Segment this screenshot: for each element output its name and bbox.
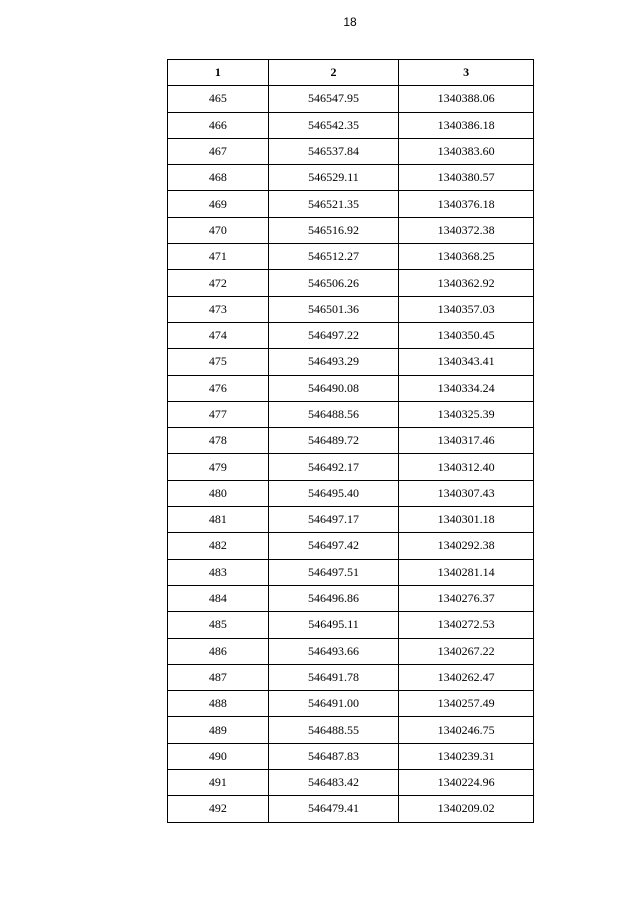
- coordinate-y-cell: 1340343.41: [399, 349, 534, 375]
- table-row: [168, 296, 534, 322]
- point-number-cell: 471: [168, 244, 269, 270]
- coordinate-y-cell: 1340262.47: [399, 664, 534, 690]
- table-row: [168, 217, 534, 243]
- coordinate-y-cell: 1340372.38: [399, 217, 534, 243]
- point-number-cell: 475: [168, 349, 269, 375]
- point-number-cell: 467: [168, 138, 269, 164]
- coordinate-y-cell: 1340272.53: [399, 612, 534, 638]
- table-row: [168, 270, 534, 296]
- table-row: [168, 533, 534, 559]
- coordinate-y-cell: 1340246.75: [399, 717, 534, 743]
- point-number-cell: 489: [168, 717, 269, 743]
- coordinate-y-cell: 1340388.06: [399, 86, 534, 112]
- table-row: [168, 112, 534, 138]
- point-number-cell: 481: [168, 507, 269, 533]
- coordinate-x-cell: 546489.72: [268, 428, 399, 454]
- point-number-cell: 472: [168, 270, 269, 296]
- point-number-cell: 477: [168, 401, 269, 427]
- table-row: [168, 428, 534, 454]
- coordinate-x-cell: 546547.95: [268, 86, 399, 112]
- table-row: [168, 401, 534, 427]
- point-number-cell: 485: [168, 612, 269, 638]
- table-row: [168, 612, 534, 638]
- coordinate-x-cell: 546491.78: [268, 664, 399, 690]
- table-row: [168, 717, 534, 743]
- point-number-cell: 468: [168, 165, 269, 191]
- point-number-cell: 487: [168, 664, 269, 690]
- coordinate-y-cell: 1340386.18: [399, 112, 534, 138]
- table-row: [168, 664, 534, 690]
- point-number-cell: 473: [168, 296, 269, 322]
- point-number-cell: 482: [168, 533, 269, 559]
- table-row: [168, 480, 534, 506]
- coordinate-x-cell: 546479.41: [268, 796, 399, 822]
- coordinate-y-cell: 1340325.39: [399, 401, 534, 427]
- point-number-cell: 483: [168, 559, 269, 585]
- table-row: [168, 191, 534, 217]
- coordinate-x-cell: 546501.36: [268, 296, 399, 322]
- coordinate-x-cell: 546495.40: [268, 480, 399, 506]
- coordinate-x-cell: 546506.26: [268, 270, 399, 296]
- coordinate-x-cell: 546493.66: [268, 638, 399, 664]
- point-number-cell: 488: [168, 691, 269, 717]
- coordinate-y-cell: 1340362.92: [399, 270, 534, 296]
- coordinate-x-cell: 546496.86: [268, 585, 399, 611]
- coordinate-x-cell: 546497.51: [268, 559, 399, 585]
- coordinate-x-cell: 546493.29: [268, 349, 399, 375]
- coordinate-x-cell: 546487.83: [268, 743, 399, 769]
- coordinate-x-cell: 546542.35: [268, 112, 399, 138]
- table-row: [168, 138, 534, 164]
- table-row: [168, 375, 534, 401]
- coordinate-y-cell: 1340380.57: [399, 165, 534, 191]
- table-row: [168, 743, 534, 769]
- table-row: [168, 244, 534, 270]
- coordinate-y-cell: 1340376.18: [399, 191, 534, 217]
- point-number-cell: 466: [168, 112, 269, 138]
- table-row: [168, 86, 534, 112]
- coordinate-x-cell: 546491.00: [268, 691, 399, 717]
- coordinate-y-cell: 1340307.43: [399, 480, 534, 506]
- table-row: [168, 559, 534, 585]
- table-row: [168, 165, 534, 191]
- table-row: [168, 507, 534, 533]
- coordinate-y-cell: 1340368.25: [399, 244, 534, 270]
- coordinate-y-cell: 1340312.40: [399, 454, 534, 480]
- point-number-cell: 479: [168, 454, 269, 480]
- table-body: [168, 86, 534, 822]
- coordinate-y-cell: 1340357.03: [399, 296, 534, 322]
- table-row: [168, 770, 534, 796]
- point-number-cell: 484: [168, 585, 269, 611]
- point-number-cell: 474: [168, 322, 269, 348]
- coordinate-y-cell: 1340317.46: [399, 428, 534, 454]
- point-number-cell: 480: [168, 480, 269, 506]
- table-header-row: [168, 60, 534, 86]
- point-number-cell: 490: [168, 743, 269, 769]
- coordinate-y-cell: 1340276.37: [399, 585, 534, 611]
- coordinate-x-cell: 546495.11: [268, 612, 399, 638]
- coordinate-x-cell: 546497.22: [268, 322, 399, 348]
- coordinate-y-cell: 1340334.24: [399, 375, 534, 401]
- table-row: [168, 322, 534, 348]
- coordinate-y-cell: 1340350.45: [399, 322, 534, 348]
- point-number-cell: 492: [168, 796, 269, 822]
- coordinate-x-cell: 546490.08: [268, 375, 399, 401]
- coordinate-x-cell: 546497.42: [268, 533, 399, 559]
- point-number-cell: 478: [168, 428, 269, 454]
- coordinate-x-cell: 546483.42: [268, 770, 399, 796]
- point-number-cell: 486: [168, 638, 269, 664]
- coordinate-y-cell: 1340257.49: [399, 691, 534, 717]
- coordinate-y-cell: 1340239.31: [399, 743, 534, 769]
- table-row: [168, 691, 534, 717]
- page-number: 18: [343, 15, 357, 29]
- coordinate-x-cell: 546512.27: [268, 244, 399, 270]
- point-number-cell: 470: [168, 217, 269, 243]
- coordinate-y-cell: 1340281.14: [399, 559, 534, 585]
- table-row: [168, 349, 534, 375]
- coordinate-x-cell: 546492.17: [268, 454, 399, 480]
- coordinate-x-cell: 546488.55: [268, 717, 399, 743]
- table-row: [168, 796, 534, 822]
- point-number-cell: 469: [168, 191, 269, 217]
- column-header: 2: [268, 60, 399, 86]
- column-header: 1: [168, 60, 269, 86]
- table-row: [168, 638, 534, 664]
- point-number-cell: 476: [168, 375, 269, 401]
- point-number-cell: 491: [168, 770, 269, 796]
- coordinate-y-cell: 1340301.18: [399, 507, 534, 533]
- coordinate-y-cell: 1340224.96: [399, 770, 534, 796]
- coordinate-x-cell: 546516.92: [268, 217, 399, 243]
- column-header: 3: [399, 60, 534, 86]
- coordinate-x-cell: 546529.11: [268, 165, 399, 191]
- coordinate-y-cell: 1340292.38: [399, 533, 534, 559]
- table-row: [168, 454, 534, 480]
- coordinate-y-cell: 1340267.22: [399, 638, 534, 664]
- table-row: [168, 585, 534, 611]
- coordinate-y-cell: 1340383.60: [399, 138, 534, 164]
- coordinate-x-cell: 546521.35: [268, 191, 399, 217]
- coordinate-y-cell: 1340209.02: [399, 796, 534, 822]
- coordinate-x-cell: 546488.56: [268, 401, 399, 427]
- coordinate-x-cell: 546537.84: [268, 138, 399, 164]
- point-number-cell: 465: [168, 86, 269, 112]
- coordinate-x-cell: 546497.17: [268, 507, 399, 533]
- coordinates-table: [167, 59, 534, 823]
